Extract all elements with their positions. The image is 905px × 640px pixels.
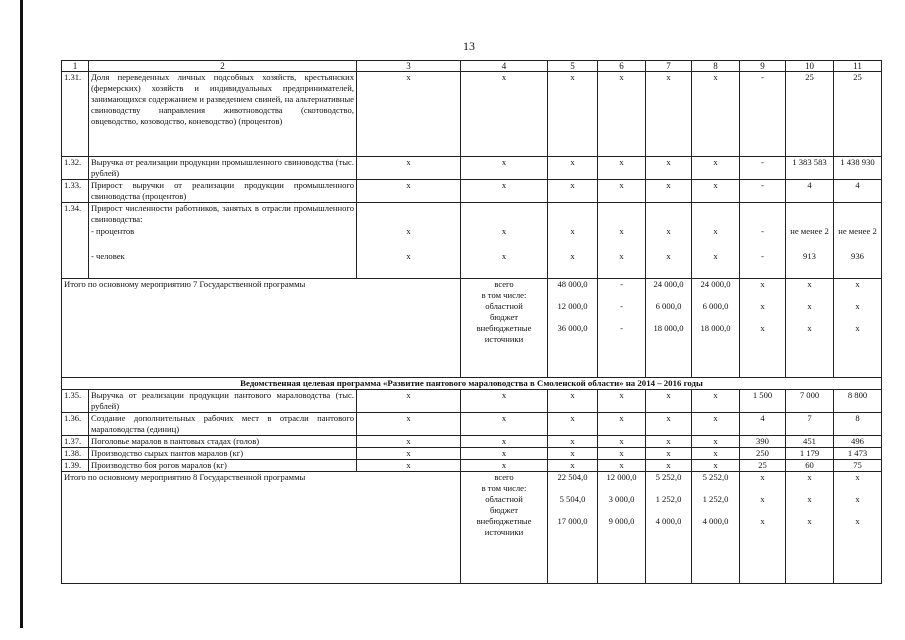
indicator-title: Прирост численности работников, занятых в отрасли промышленного свиноводства:: [91, 203, 354, 224]
cell: х: [692, 448, 740, 460]
cell: х: [357, 448, 461, 460]
cell: х х х: [786, 472, 834, 584]
row-number: 1.37.: [62, 436, 89, 448]
cell: 25: [740, 460, 786, 472]
cell: х: [461, 72, 548, 157]
cell: х: [461, 460, 548, 472]
row-number: 1.38.: [62, 448, 89, 460]
cell: х: [646, 72, 692, 157]
cell: х х х: [786, 279, 834, 378]
cell: х: [646, 448, 692, 460]
cell: х х: [461, 203, 548, 279]
cell: 390: [740, 436, 786, 448]
cell: 8: [834, 413, 882, 436]
cell: 4: [834, 180, 882, 203]
table-row: [62, 390, 882, 413]
cell: х: [646, 413, 692, 436]
cell: х: [598, 72, 646, 157]
table-row: [62, 448, 882, 460]
cell: х: [461, 436, 548, 448]
cell: х: [548, 436, 598, 448]
column-number-header-row: [62, 61, 882, 72]
cell: 12 000,0 3 000,0 9 000,0: [598, 472, 646, 584]
cell: 5 252,0 1 252,0 4 000,0: [692, 472, 740, 584]
table-row: [62, 72, 882, 157]
row-number: 1.31.: [62, 72, 89, 157]
indicator-text: Создание дополнительных рабочих мест в отрасли пантового мараловодства (единиц): [89, 413, 357, 436]
cell: 24 000,0 6 000,0 18 000,0: [692, 279, 740, 378]
row-number: 1.34.: [62, 203, 89, 279]
cell: х: [692, 390, 740, 413]
cell: 22 504,0 5 504,0 17 000,0: [548, 472, 598, 584]
indicator-text: [89, 203, 357, 279]
col-header: 5: [548, 61, 598, 72]
cell: х: [692, 436, 740, 448]
indicator-text: Выручка от реализации продукции пантового мараловодства (тыс. рублей): [89, 390, 357, 413]
cell: х: [461, 413, 548, 436]
cell: х: [598, 460, 646, 472]
cell: 48 000,0 12 000,0 36 000,0: [548, 279, 598, 378]
row-number: 1.36.: [62, 413, 89, 436]
cell: х х х: [740, 472, 786, 584]
cell: х: [646, 157, 692, 180]
col-header: 6: [598, 61, 646, 72]
sub-label-people: - человек: [91, 251, 125, 261]
col-header: 11: [834, 61, 882, 72]
cell: х: [357, 72, 461, 157]
cell: х: [357, 157, 461, 180]
cell: х: [357, 436, 461, 448]
cell: 8 800: [834, 390, 882, 413]
cell: х: [461, 180, 548, 203]
cell: -: [740, 157, 786, 180]
cell: -: [740, 180, 786, 203]
cell: х: [598, 448, 646, 460]
row-number: 1.35.: [62, 390, 89, 413]
cell: 451: [786, 436, 834, 448]
col-header: 3: [357, 61, 461, 72]
indicator-text: Поголовье маралов в пантовых стадах (голов): [89, 436, 357, 448]
cell: х: [692, 157, 740, 180]
cell: х: [646, 390, 692, 413]
page-number: 13: [463, 39, 475, 53]
cell: х: [692, 72, 740, 157]
section-heading-row: [62, 378, 882, 390]
cell: не менее 2 913: [786, 203, 834, 279]
cell: х: [548, 390, 598, 413]
cell: х: [598, 390, 646, 413]
cell: 24 000,0 6 000,0 18 000,0: [646, 279, 692, 378]
cell: х: [598, 157, 646, 180]
funding-source-cell: всего в том числе: областной бюджет внебюджетные источники: [461, 279, 548, 378]
cell: х: [357, 180, 461, 203]
cell: х: [692, 460, 740, 472]
cell: х х х: [834, 279, 882, 378]
cell: х х: [646, 203, 692, 279]
cell: х: [548, 157, 598, 180]
col-header: 9: [740, 61, 786, 72]
cell: 496: [834, 436, 882, 448]
cell: х: [598, 180, 646, 203]
indicator-text: Доля переведенных личных подсобных хозяйств, крестьянских (фермерских) хозяйств и индивидуальных предпринимателей, занимающихся содержанием и разведением свиней, на альтернативные свиноводству направления животноводства (скотоводство, овцеводство, козоводство, коневодство) (процентов): [89, 72, 357, 157]
cell: х: [357, 413, 461, 436]
cell: х: [548, 413, 598, 436]
cell: х: [692, 180, 740, 203]
col-header: 4: [461, 61, 548, 72]
col-header: 1: [62, 61, 89, 72]
col-header: 7: [646, 61, 692, 72]
cell: - - -: [598, 279, 646, 378]
cell: х: [461, 390, 548, 413]
cell: 5 252,0 1 252,0 4 000,0: [646, 472, 692, 584]
indicator-text: Выручка от реализации продукции промышленного свиноводства (тыс. рублей): [89, 157, 357, 180]
table-row: [62, 460, 882, 472]
cell: х: [357, 460, 461, 472]
cell: 250: [740, 448, 786, 460]
cell: х: [646, 460, 692, 472]
cell: 1 473: [834, 448, 882, 460]
row-number: 1.33.: [62, 180, 89, 203]
cell: х: [598, 413, 646, 436]
col-header: 2: [89, 61, 357, 72]
cell: х: [548, 72, 598, 157]
row-number: 1.32.: [62, 157, 89, 180]
indicator-text: Прирост выручки от реализации продукции промышленного свиноводства (процентов): [89, 180, 357, 203]
cell: х: [548, 460, 598, 472]
indicator-text: Производство боя рогов маралов (кг): [89, 460, 357, 472]
cell: не менее 2 936: [834, 203, 882, 279]
cell: -: [740, 72, 786, 157]
cell: х х: [357, 203, 461, 279]
funding-source-cell: всего в том числе: областной бюджет внебюджетные источники: [461, 472, 548, 584]
total-label: Итого по основному мероприятию 7 Государственной программы: [62, 279, 461, 378]
row-number: 1.39.: [62, 460, 89, 472]
cell: 1 383 583: [786, 157, 834, 180]
cell: 7 000: [786, 390, 834, 413]
cell: х: [598, 436, 646, 448]
cell: х: [692, 413, 740, 436]
cell: х х х: [834, 472, 882, 584]
section-heading: Ведомственная целевая программа «Развитие пантового мараловодства в Смоленской области» на 2014 – 2016 годы: [62, 378, 882, 390]
cell: 4: [786, 180, 834, 203]
cell: х: [357, 390, 461, 413]
cell: 25: [834, 72, 882, 157]
col-header: 10: [786, 61, 834, 72]
cell: 1 179: [786, 448, 834, 460]
sub-label-percent: - процентов: [91, 226, 135, 236]
cell: х х: [598, 203, 646, 279]
cell: 4: [740, 413, 786, 436]
cell: х х: [692, 203, 740, 279]
table-row: [62, 436, 882, 448]
scan-edge-line: [20, 0, 23, 628]
cell: х: [646, 436, 692, 448]
cell: х: [461, 157, 548, 180]
total-row-measure-8: [62, 472, 882, 584]
cell: 7: [786, 413, 834, 436]
cell: х: [646, 180, 692, 203]
cell: х х х: [740, 279, 786, 378]
indicator-text: Производство сырых пантов маралов (кг): [89, 448, 357, 460]
cell: 75: [834, 460, 882, 472]
cell: 25: [786, 72, 834, 157]
total-row-measure-7: [62, 279, 882, 378]
cell: - -: [740, 203, 786, 279]
col-header: 8: [692, 61, 740, 72]
indicators-table: [61, 60, 882, 584]
cell: х: [461, 448, 548, 460]
total-label: Итого по основному мероприятию 8 Государственной программы: [62, 472, 461, 584]
table-row: [62, 157, 882, 180]
cell: 60: [786, 460, 834, 472]
cell: х: [548, 448, 598, 460]
table-row: [62, 203, 882, 279]
cell: 1 500: [740, 390, 786, 413]
table-row: [62, 180, 882, 203]
cell: х х: [548, 203, 598, 279]
cell: 1 438 930: [834, 157, 882, 180]
cell: х: [548, 180, 598, 203]
table-row: [62, 413, 882, 436]
